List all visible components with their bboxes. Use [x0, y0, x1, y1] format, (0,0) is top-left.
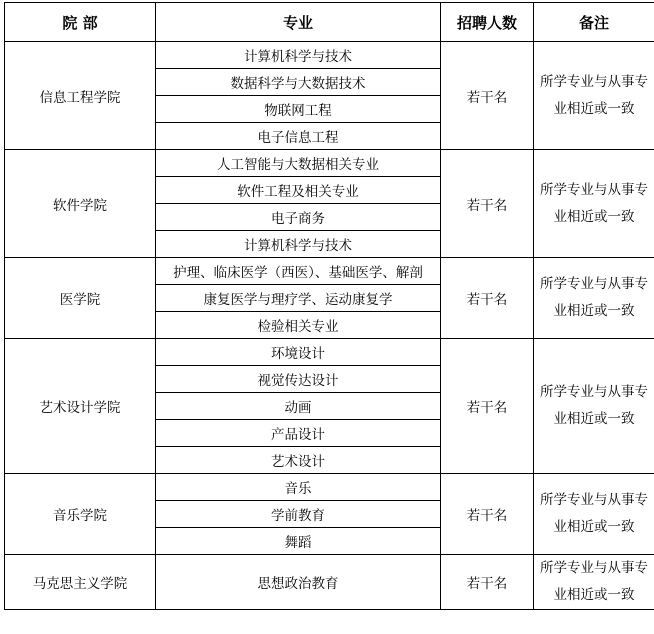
note-cell — [534, 555, 654, 610]
major-cell: 检验相关专业 — [156, 312, 441, 339]
header-dept: 院 部 — [5, 3, 156, 42]
major-cell: 音乐 — [156, 474, 441, 501]
major-cell: 数据科学与大数据技术 — [156, 69, 441, 96]
count-cell: 若干名 — [441, 474, 534, 555]
dept-cell: 马克思主义学院 — [5, 555, 156, 610]
note-line: 所学专业与从事专 — [540, 73, 648, 90]
major-cell: 视觉传达设计 — [156, 366, 441, 393]
dept-cell: 信息工程学院 — [5, 42, 156, 150]
major-cell: 产品设计 — [156, 420, 441, 447]
major-cell: 人工智能与大数据相关专业 — [156, 150, 441, 177]
major-cell: 艺术设计 — [156, 447, 441, 474]
count-cell: 若干名 — [441, 339, 534, 474]
table-row — [5, 339, 654, 366]
major-cell: 舞蹈 — [156, 528, 441, 555]
note-line: 业相近或一致 — [553, 587, 635, 603]
note-line: 业相近或一致 — [553, 208, 635, 225]
note-line: 业相近或一致 — [553, 100, 635, 117]
major-cell: 思想政治教育 — [156, 555, 441, 610]
major-cell: 计算机科学与技术 — [156, 231, 441, 258]
table-row — [5, 42, 654, 69]
major-cell: 电子信息工程 — [156, 123, 441, 150]
note-line: 业相近或一致 — [553, 411, 635, 427]
note-line: 所学专业与从事专 — [540, 384, 648, 400]
note-cell — [534, 150, 654, 258]
note-line: 所学专业与从事专 — [540, 181, 648, 198]
dept-cell: 医学院 — [5, 258, 156, 339]
note-line: 业相近或一致 — [553, 303, 635, 319]
count-cell: 若干名 — [441, 42, 534, 150]
table-row — [5, 474, 654, 501]
major-cell: 软件工程及相关专业 — [156, 177, 441, 204]
major-cell: 康复医学与理疗学、运动康复学 — [156, 285, 441, 312]
table-row — [5, 258, 654, 285]
recruitment-table — [4, 2, 654, 610]
note-line: 业相近或一致 — [553, 519, 635, 535]
header-note: 备注 — [534, 3, 654, 42]
note-cell — [534, 42, 654, 150]
note-cell — [534, 339, 654, 474]
major-cell: 电子商务 — [156, 204, 441, 231]
table-row — [5, 150, 654, 177]
header-row — [5, 3, 654, 42]
major-cell: 物联网工程 — [156, 96, 441, 123]
dept-cell: 艺术设计学院 — [5, 339, 156, 474]
dept-cell: 音乐学院 — [5, 474, 156, 555]
note-line: 所学专业与从事专 — [540, 560, 648, 576]
major-cell: 动画 — [156, 393, 441, 420]
table-row — [5, 555, 654, 610]
note-line: 所学专业与从事专 — [540, 492, 648, 508]
header-major: 专业 — [156, 3, 441, 42]
header-count: 招聘人数 — [441, 3, 534, 42]
major-cell: 环境设计 — [156, 339, 441, 366]
major-cell: 计算机科学与技术 — [156, 42, 441, 69]
major-cell: 学前教育 — [156, 501, 441, 528]
note-line: 所学专业与从事专 — [540, 276, 648, 292]
dept-cell: 软件学院 — [5, 150, 156, 258]
count-cell: 若干名 — [441, 150, 534, 258]
count-cell: 若干名 — [441, 258, 534, 339]
count-cell: 若干名 — [441, 555, 534, 610]
note-cell — [534, 258, 654, 339]
major-cell: 护理、临床医学（西医）、基础医学、解剖 — [156, 258, 441, 285]
note-cell — [534, 474, 654, 555]
